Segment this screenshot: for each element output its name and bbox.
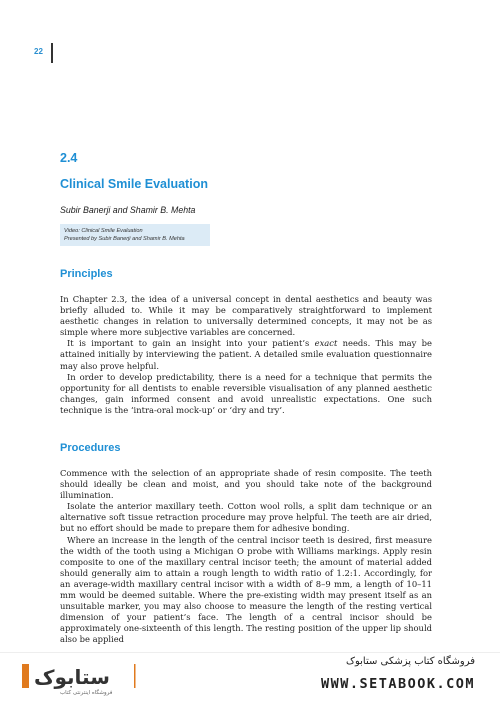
svg-text:ستابوک: ستابوک [34,665,110,689]
shop-url[interactable]: WWW.SETABOOK.COM [320,676,475,692]
emphasis: exact [314,338,338,349]
paragraph: In Chapter 2.3, the idea of a universal concept in dental aesthetics and beauty was briefly alluded to. While it may be comparatively straightforward to implement aesthetic changes in relation to universally determined concepts, it may not be as simple where more subjective variables are concerned. [60,294,432,338]
paragraph: Isolate the anterior maxillary teeth. Cotton wool rolls, a split dam technique or an alternative soft tissue retraction procedure may prove helpful. The teeth are air dried, but no effort should be made to prepare them for adhesive bonding. [60,501,432,534]
authors: Subir Banerji and Shamir B. Mehta [60,205,196,215]
section-number: 2.4 [60,151,78,165]
video-box[interactable] [60,224,210,246]
principles-body [60,294,432,416]
paragraph: Commence with the selection of an appropriate shade of resin composite. The teeth should ideally be clean and moist, and you should take note of the background illumination. [60,468,432,501]
procedures-body [60,468,432,646]
paragraph: In order to develop predictability, there is a need for a technique that permits the opportunity for all dentists to enable reversible visualisation of any planned aesthetic changes, gain informed consent and avoid unrealistic expectations. One such technique is the ‘intra-oral mock-up’ or ‘dry and try’. [60,371,432,415]
logo-subtitle: فروشگاه اینترنتی کتاب [60,690,113,696]
video-presenters: Presented by Subir Banerji and Shamir B. Mehta [64,236,185,242]
shop-name: فروشگاه کتاب پزشکی ستابوک [346,656,475,667]
paragraph: It is important to gain an insight into your patient’s exact needs. This may be attained initially by interviewing the patient. A detailed smile evaluation questionnaire may also prove helpful. [60,338,432,371]
procedures-heading: Procedures [60,442,121,454]
section-title: Clinical Smile Evaluation [60,177,208,191]
page-number-divider [51,43,53,63]
principles-heading: Principles [60,268,113,280]
video-title[interactable]: Video: Clinical Smile Evaluation [64,228,143,234]
paragraph: Where an increase in the length of the central incisor teeth is desired, first measure the width of the tooth using a Michigan O probe with Williams markings. Apply resin composite to one of the maxillary central incisor teeth; the amount of material added should generally aim to attain a rough length to width ratio of 1.2:1. Accordingly, for an average-width maxillary central incisor with a width of 8–9 mm, a length of 10–11 mm would be deemed suitable. Where the pre-existing width may present itself as an unsuitable marker, you may also choose to measure the length of the resting vertical dimension of your patient’s face. The length of a central incisor should be approximately one-sixteenth of this length. The resting position of the upper lip should also be applied [60,534,432,645]
setabook-logo-icon [22,660,142,692]
page-number: 22 [34,47,43,56]
